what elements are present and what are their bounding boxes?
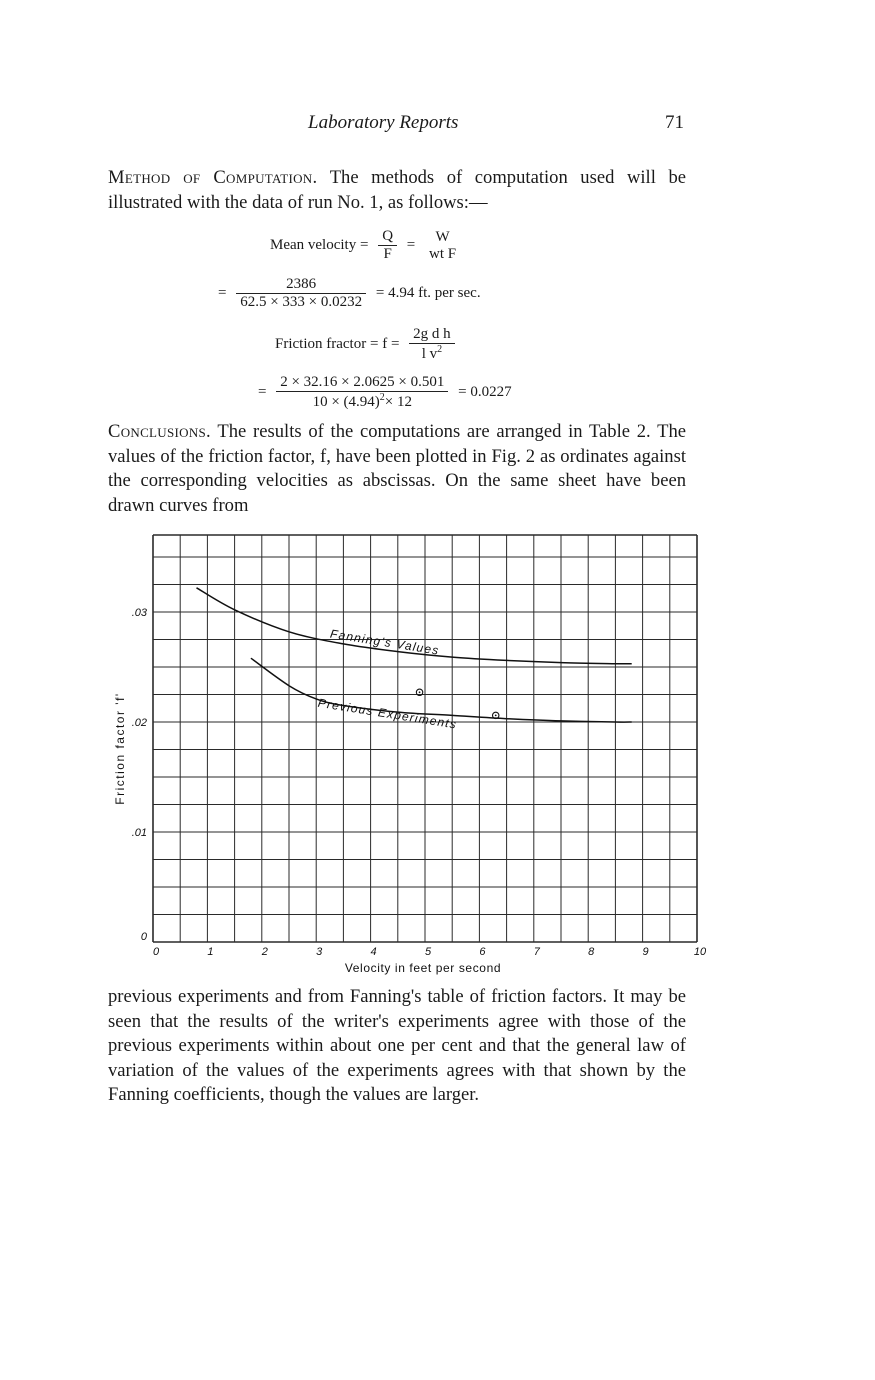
eq4-numerator: 2g d h [413, 326, 451, 342]
running-title: Laboratory Reports [308, 112, 459, 133]
x-axis-label: Velocity in feet per second [344, 961, 502, 975]
x-tick-label: 5 [424, 946, 432, 958]
eq5-numerator: 2 × 32.16 × 2.0625 × 0.501 [280, 374, 445, 390]
eq5-denominator-exponent: 2 [379, 392, 385, 403]
eq4-denominator-base: l v [421, 346, 438, 362]
x-tick-label: 3 [316, 946, 323, 958]
closing-paragraph: previous experiments and from Fanning's table of friction factors. It may be seen that the results of the writer's experiments agree with those of the previous experiments within about one per cent and that the general law of variation of the values of the experiments agrees with that shown by the Fanning coefficients, though the values are larger. [108, 986, 686, 1105]
eq5-result: = 0.0227 [458, 383, 512, 400]
method-text: The methods of computation used will be illustrated with the data of run No. 1, as follows:— [108, 167, 687, 213]
eq3-denominator: 62.5 × 333 × 0.0232 [236, 293, 366, 311]
fanning-values-annotation: Fanning's Values [329, 626, 441, 658]
eq4-denominator-exponent: 2 [437, 344, 443, 355]
experiment-point-center [495, 715, 497, 717]
equation-friction-value: = $\frac{2 \times 32.16 \times 2.0625 \times 0.501}{10 \times (4.94)^2\times 12}$ = 0.0227 [258, 374, 512, 410]
previous-experiments-annotation: Previous Experiments [316, 695, 459, 732]
x-tick-label: 6 [479, 946, 486, 958]
x-tick-label: 4 [370, 946, 377, 958]
method-heading: Method of Computation. [108, 167, 318, 188]
y-tick-label: 0 [140, 931, 147, 943]
eq2-numerator: W [435, 228, 450, 245]
eq3-result: = 4.94 ft. per sec. [375, 284, 481, 301]
eq2-denominator: wt F [429, 245, 457, 262]
x-tick-label: 2 [261, 946, 268, 958]
eq5-denominator-a: 10 × (4.94) [312, 394, 380, 410]
x-tick-label: 9 [642, 946, 649, 958]
experiment-point-center [419, 691, 421, 693]
x-tick-label: 10 [693, 946, 707, 958]
equation-mean-velocity: Mean velocity = $\frac{Q}{F}$ = W wt F [270, 228, 466, 263]
y-tick-label: .03 [131, 607, 147, 619]
y-tick-label: .01 [131, 827, 147, 839]
equation-velocity-value: = $\frac{2386}{62.5 \times 333 \times 0.0232}$ = 4.94 ft. per sec. [218, 276, 481, 310]
page-number: 71 [665, 112, 684, 133]
mean-velocity-label: Mean velocity [270, 236, 357, 253]
conclusions-heading: Conclusions. [108, 421, 211, 442]
eq1-numerator: Q [382, 228, 394, 244]
x-tick-label: 1 [207, 946, 214, 958]
equation-friction-factor: Friction fractor = f = $\frac{\text{2g d h}}{l v^2}$ [275, 326, 461, 363]
y-tick-label: .02 [131, 717, 147, 729]
eq3-numerator: 2386 [286, 276, 317, 292]
eq1-denominator: F [378, 245, 397, 263]
previous-experiments-curve [251, 658, 632, 722]
y-axis-label: Friction factor 'f' [113, 692, 127, 805]
f-symbol: f [382, 335, 388, 352]
conclusions-text: The results of the computations are arranged in Table 2. The values of the friction factor, f, have been plotted in Fig. 2 as ordinates against the corresponding velocities as abscissas. On the same sheet have been drawn curves from [108, 421, 687, 516]
x-tick-label: 8 [588, 946, 595, 958]
x-tick-label: 7 [533, 946, 540, 958]
x-tick-label: 0 [152, 946, 160, 958]
eq5-denominator-b: × 12 [384, 394, 412, 410]
friction-label: Friction fractor [275, 335, 367, 352]
